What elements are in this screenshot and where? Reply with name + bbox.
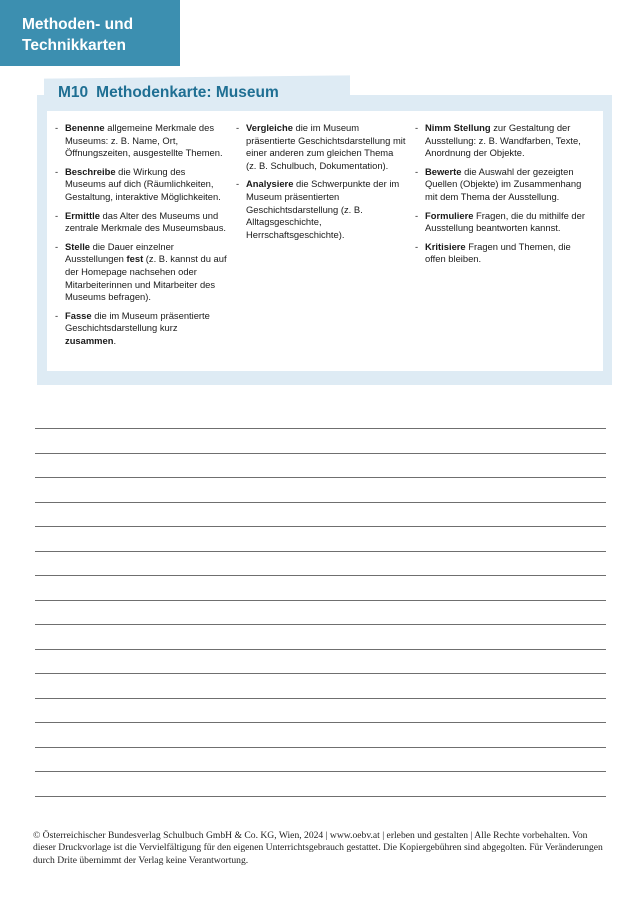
copyright-footer: © Österreichischer Bundesverlag Schulbuch GmbH & Co. KG, Wien, 2024 | www.oebv.at | erleben und gestalten | Alle Rechte vorbehalten. Von dieser Druckvorlage ist die Vervielfältigung für den eigenen Unterrichtsgebrauch gestattet. Die Kopiergebühren sind abgegolten. Für Veränderungen durch Drite übernimmt der Verlag keine Verantwortung. — [33, 830, 603, 866]
writing-line — [35, 453, 606, 454]
method-step-verb: Kritisiere — [425, 240, 466, 252]
method-step-verb: Bewerte — [425, 165, 462, 177]
section-header-line-2: Technikkarten — [22, 37, 126, 54]
method-step-text: die im Museum präsentierte Geschichtsdarstellung kurz — [65, 309, 210, 334]
method-step-text: allgemeine Merkmale des Museums: z. B. Name, Ort, Öffnungszeiten, ausgestellte Themen. — [65, 122, 223, 159]
method-step-text: die im Museum präsentierte Geschichtsdarstellung mit einer anderen zum gleichen Thema (z. B. Schulbuch, Dokumentation). — [246, 122, 406, 171]
method-step — [236, 178, 406, 241]
writing-line — [35, 477, 606, 478]
method-step-verb: fest — [126, 253, 144, 265]
writing-line — [35, 502, 606, 503]
writing-line — [35, 526, 606, 527]
method-step-text: Fragen und Themen, die offen bleiben. — [425, 240, 571, 265]
method-column-1 — [55, 122, 227, 354]
method-step-text: zur Gestaltung der Ausstellung: z. B. Wandfarben, Texte, Anordnung der Objekte. — [425, 122, 581, 159]
method-step — [415, 210, 590, 235]
writing-line — [35, 575, 606, 576]
method-step-text: . — [113, 334, 117, 346]
method-step-verb: zusammen — [65, 334, 114, 346]
writing-line — [35, 673, 606, 674]
writing-line — [35, 600, 606, 601]
method-step — [415, 166, 590, 204]
method-step-text: (z. B. kannst du auf der Homepage nachsehen oder Mitarbeiterinnen und Mitarbeiter des Museums befragen). — [65, 253, 227, 303]
method-step-verb: Ermittle — [65, 209, 100, 221]
section-header-tab — [0, 0, 180, 66]
method-step-verb: Vergleiche — [246, 122, 293, 133]
method-step-verb: Analysiere — [246, 178, 294, 190]
method-card-code: M10 — [58, 84, 89, 101]
method-step — [236, 122, 406, 172]
method-card-heading: Methodenkarte: Museum — [96, 84, 279, 101]
method-step-text: die Wirkung des Museums auf dich (Räumlichkeiten, Gestaltung, interaktive Möglichkeiten. — [65, 165, 221, 202]
writing-line — [35, 551, 606, 552]
writing-line — [35, 649, 606, 650]
method-step — [55, 166, 227, 204]
method-step — [415, 122, 590, 160]
writing-line — [35, 722, 606, 723]
method-step — [415, 241, 590, 266]
method-step-verb: Benenne — [65, 122, 105, 133]
writing-line — [35, 796, 606, 797]
section-header-line-1: Methoden- und — [22, 16, 134, 33]
method-step — [55, 241, 227, 304]
section-header-title — [22, 14, 133, 56]
method-step — [55, 122, 227, 160]
method-step-text: das Alter des Museums und zentrale Merkmale des Museumsbaus. — [65, 209, 227, 234]
method-step-text: Fragen, die du mithilfe der Ausstellung beantworten kannst. — [425, 209, 585, 234]
method-card-title — [58, 84, 279, 102]
writing-line — [35, 771, 606, 772]
writing-line — [35, 428, 606, 429]
method-step-verb: Stelle — [65, 240, 91, 252]
method-step-verb: Nimm Stellung — [425, 122, 491, 133]
method-column-2 — [236, 122, 406, 247]
writing-line — [35, 747, 606, 748]
method-step-verb: Beschreibe — [65, 165, 116, 177]
writing-line — [35, 624, 606, 625]
method-step-text: die Schwerpunkte der im Museum präsentierten Geschichtsdarstellung (z. B. Alltagsgeschichte, Herrschaftsgeschichte). — [246, 178, 400, 240]
method-step-text: die Auswahl der gezeigten Quellen (Objekte) im Zusammenhang mit dem Thema der Ausstellung. — [425, 165, 582, 202]
method-step-text: die Dauer einzelner Ausstellungen — [65, 240, 174, 265]
method-step — [55, 310, 227, 348]
method-step — [55, 210, 227, 235]
method-step-verb: Formuliere — [425, 209, 474, 221]
method-step-verb: Fasse — [65, 309, 92, 321]
writing-line — [35, 698, 606, 699]
method-column-3 — [415, 122, 590, 272]
writing-lines — [35, 428, 606, 820]
